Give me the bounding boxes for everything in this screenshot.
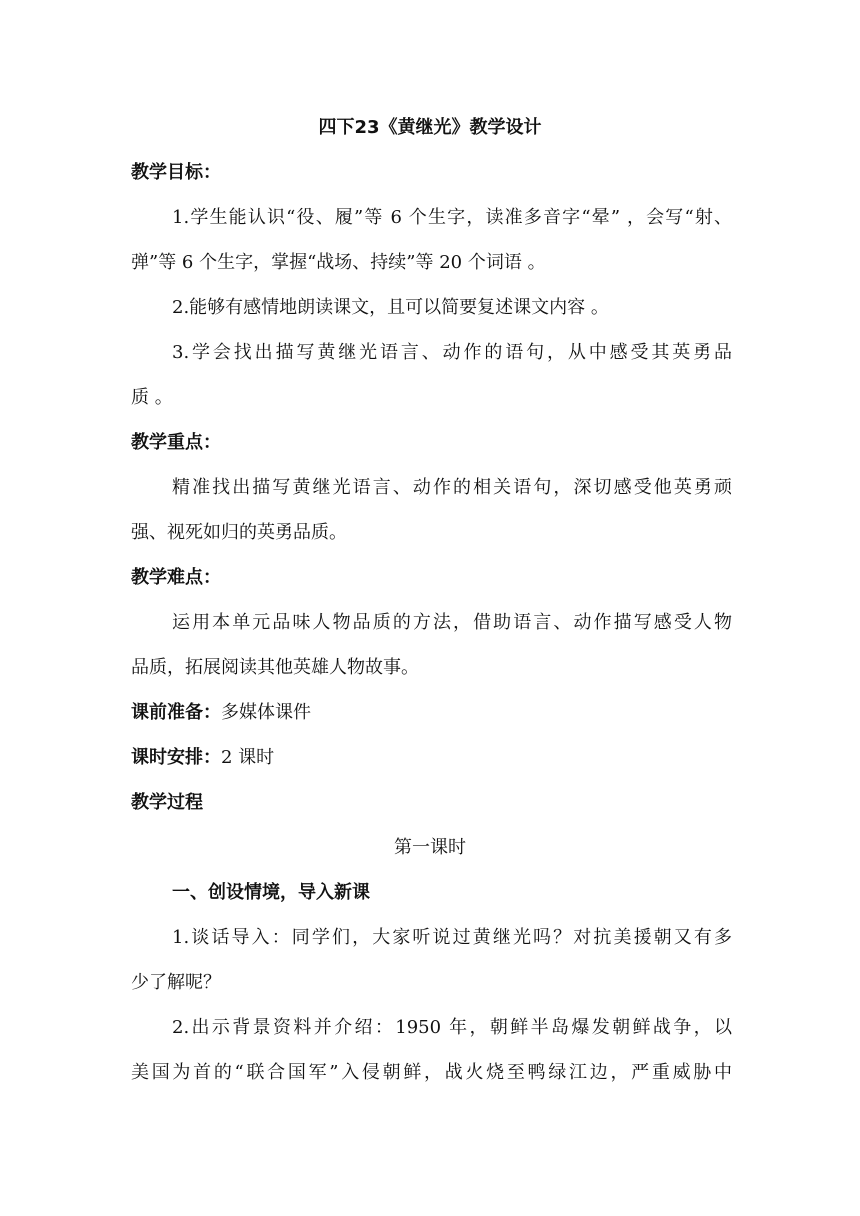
preparation-row — [131, 702, 311, 724]
goals-heading: 教学目标： — [131, 162, 221, 183]
section1-item1-line1: 1.谈话导入：同学们，大家听说过黄继光吗？对抗美援朝又有多 — [172, 927, 732, 948]
preparation-value: 多媒体课件 — [221, 702, 311, 723]
section1-item2-line2: 美国为首的“联合国军”入侵朝鲜，战火烧至鸭绿江边，严重威胁中 — [131, 1062, 732, 1083]
schedule-label: 课时安排： — [131, 747, 221, 768]
preparation-label: 课前准备： — [131, 702, 221, 723]
section1-item1-line2: 少了解呢？ — [131, 972, 221, 993]
document-title: 四下23《黄继光》教学设计 — [318, 117, 542, 138]
process-heading: 教学过程 — [131, 792, 203, 813]
schedule-row — [131, 747, 274, 769]
goals-item2: 2.能够有感情地朗读课文，且可以简要复述课文内容 。 — [172, 297, 609, 318]
schedule-value: 2 课时 — [221, 747, 275, 768]
lesson-label: 第一课时 — [394, 837, 466, 858]
key-points-heading: 教学重点： — [131, 432, 221, 453]
difficulties-line2: 品质，拓展阅读其他英雄人物故事。 — [131, 657, 419, 678]
goals-item3-line2: 质 。 — [131, 387, 173, 408]
difficulties-heading: 教学难点： — [131, 567, 221, 588]
goals-item1-line2: 弹”等 6 个生字，掌握“战场、持续”等 20 个词语 。 — [131, 252, 546, 273]
goals-item3-line1: 3.学会找出描写黄继光语言、动作的语句，从中感受其英勇品 — [172, 342, 732, 363]
goals-item1-line1: 1.学生能认识“役、履”等 6 个生字，读准多音字“晕” ，会写“射、 — [172, 207, 732, 228]
difficulties-line1: 运用本单元品味人物品质的方法，借助语言、动作描写感受人物 — [172, 612, 732, 633]
key-points-line1: 精准找出描写黄继光语言、动作的相关语句，深切感受他英勇顽 — [172, 477, 732, 498]
section1-heading: 一、创设情境，导入新课 — [172, 882, 370, 903]
section1-item2-line1: 2.出示背景资料并介绍：1950 年，朝鲜半岛爆发朝鲜战争，以 — [172, 1017, 732, 1038]
key-points-line2: 强、视死如归的英勇品质。 — [131, 522, 347, 543]
